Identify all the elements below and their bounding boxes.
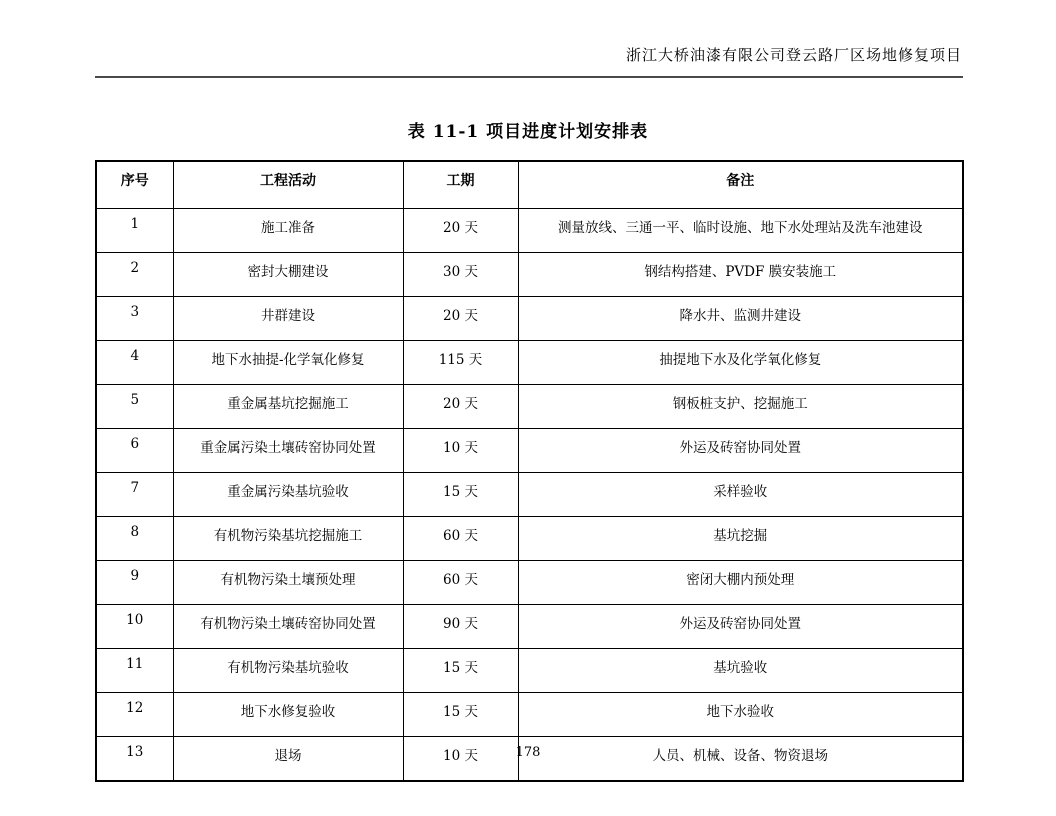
cell-duration: 90 天 [403,605,518,649]
page-number: 178 [515,745,541,760]
cell-duration: 15 天 [403,649,518,693]
cell-seq: 10 [96,605,173,649]
cell-remarks: 外运及砖窑协同处置 [518,605,963,649]
cell-remarks: 钢结构搭建、PVDF 膜安装施工 [518,253,963,297]
cell-activity: 有机物污染基坑验收 [173,649,403,693]
table-row [96,253,963,297]
table-row [96,429,963,473]
cell-activity: 有机物污染基坑挖掘施工 [173,517,403,561]
column-header-activity: 工程活动 [173,161,403,209]
cell-duration: 115 天 [403,341,518,385]
cell-duration: 60 天 [403,561,518,605]
project-schedule-table [95,160,964,782]
table-row [96,649,963,693]
cell-remarks: 地下水验收 [518,693,963,737]
cell-seq: 6 [96,429,173,473]
cell-activity: 井群建设 [173,297,403,341]
cell-duration: 20 天 [403,209,518,253]
cell-seq: 12 [96,693,173,737]
cell-seq: 11 [96,649,173,693]
cell-duration: 20 天 [403,385,518,429]
cell-remarks: 外运及砖窑协同处置 [518,429,963,473]
schedule-table-body [96,209,963,782]
cell-duration: 10 天 [403,429,518,473]
table-caption: 表 11-1 项目进度计划安排表 [407,122,649,142]
cell-duration: 15 天 [403,473,518,517]
table-row [96,473,963,517]
cell-duration: 20 天 [403,297,518,341]
cell-remarks: 基坑挖掘 [518,517,963,561]
cell-activity: 施工准备 [173,209,403,253]
cell-remarks: 人员、机械、设备、物资退场 [518,737,963,782]
cell-remarks: 采样验收 [518,473,963,517]
cell-seq: 5 [96,385,173,429]
cell-duration: 60 天 [403,517,518,561]
table-row [96,517,963,561]
cell-seq: 9 [96,561,173,605]
cell-activity: 有机物污染土壤预处理 [173,561,403,605]
cell-seq: 7 [96,473,173,517]
cell-seq: 13 [96,737,173,782]
column-header-seq: 序号 [96,161,173,209]
cell-duration: 15 天 [403,693,518,737]
cell-activity: 重金属基坑挖掘施工 [173,385,403,429]
cell-seq: 8 [96,517,173,561]
cell-seq: 2 [96,253,173,297]
cell-activity: 重金属污染土壤砖窑协同处置 [173,429,403,473]
cell-activity: 重金属污染基坑验收 [173,473,403,517]
cell-activity: 有机物污染土壤砖窑协同处置 [173,605,403,649]
cell-activity: 地下水修复验收 [173,693,403,737]
cell-seq: 1 [96,209,173,253]
table-row [96,209,963,253]
table-row [96,605,963,649]
cell-activity: 退场 [173,737,403,782]
cell-duration: 30 天 [403,253,518,297]
cell-remarks: 钢板桩支护、挖掘施工 [518,385,963,429]
table-row [96,693,963,737]
column-header-remarks: 备注 [518,161,963,209]
cell-duration: 10 天 [403,737,518,782]
cell-seq: 3 [96,297,173,341]
table-row [96,385,963,429]
cell-remarks: 测量放线、三通一平、临时设施、地下水处理站及洗车池建设 [518,209,963,253]
cell-seq: 4 [96,341,173,385]
header-divider-line [95,76,963,78]
cell-activity: 密封大棚建设 [173,253,403,297]
column-header-duration: 工期 [403,161,518,209]
cell-remarks: 基坑验收 [518,649,963,693]
schedule-table-head [96,161,963,209]
cell-activity: 地下水抽提-化学氧化修复 [173,341,403,385]
table-row [96,561,963,605]
table-header-row [96,161,963,209]
cell-remarks: 密闭大棚内预处理 [518,561,963,605]
table-row [96,341,963,385]
cell-remarks: 降水井、监测井建设 [518,297,963,341]
document-header-text: 浙江大桥油漆有限公司登云路厂区场地修复项目 [625,46,962,64]
cell-remarks: 抽提地下水及化学氧化修复 [518,341,963,385]
table-row [96,297,963,341]
